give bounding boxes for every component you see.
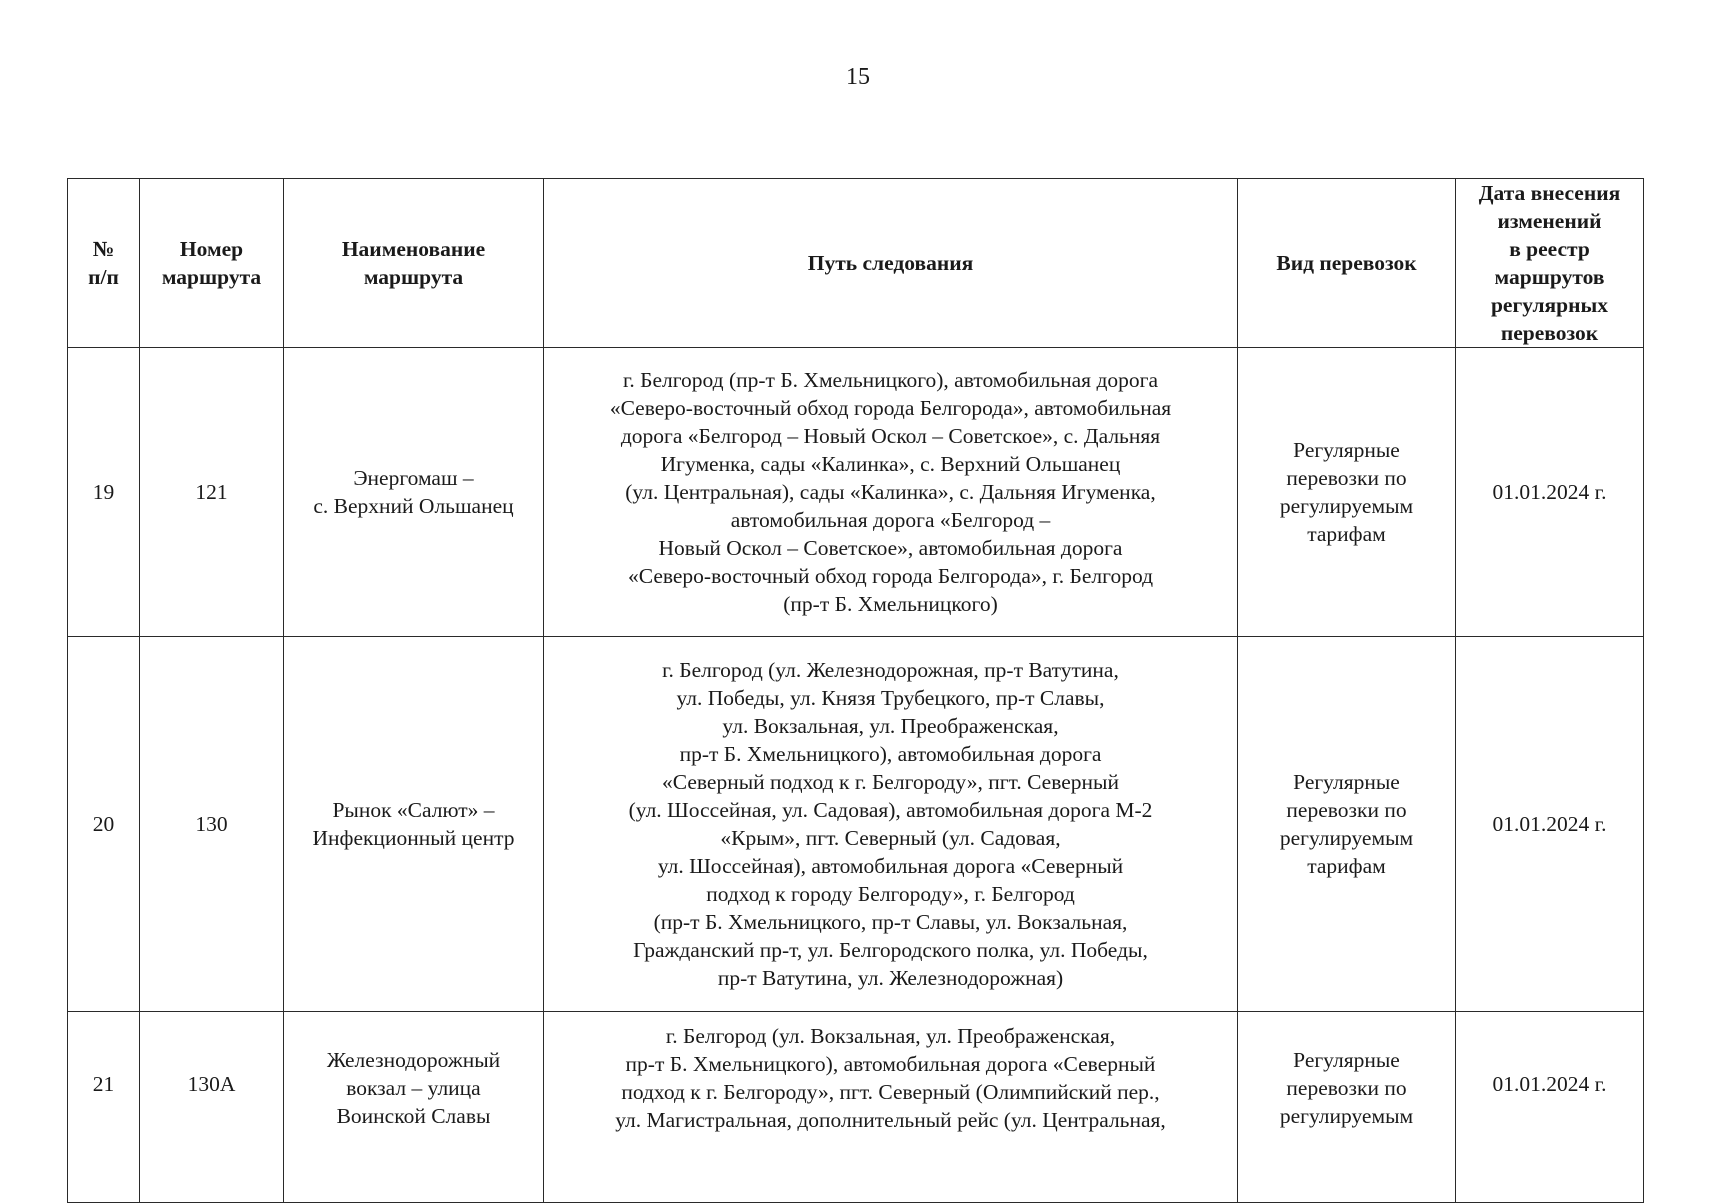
cell-path: г. Белгород (ул. Железнодорожная, пр-т Ватутина, ул. Победы, ул. Князя Трубецкого, пр-т Славы, ул. Вокзальная, ул. Преображенская, пр-т Б. Хмельницкого), автомобильная дорога «Северный подход к г. Белгороду», пгт. Северный (ул. Шоссейная, ул. Садовая), автомобильная дорога М-2 «Крым», пгт. Северный (ул. Садовая, ул. Шоссейная), автомобильная дорога «Северный подход к городу Белгороду», г. Белгород (пр-т Б. Хмельницкого, пр-т Славы, ул. Вокзальная, Гражданский пр-т, ул. Белгородского полка, ул. Победы, пр-т Ватутина, ул. Железнодорожная) [544,637,1238,1012]
header-route-name: Наименование маршрута [284,179,544,348]
cell-change-date: 01.01.2024 г. [1456,1012,1644,1203]
cell-route-number: 130 [140,637,284,1012]
cell-route-number: 130А [140,1012,284,1203]
cell-transport-type: Регулярные перевозки по регулируемым тарифам [1238,348,1456,637]
cell-route-name: Рынок «Салют» – Инфекционный центр [284,637,544,1012]
cell-num: 20 [68,637,140,1012]
page-number: 15 [846,64,870,90]
table-header-row [68,179,1644,348]
header-change-date: Дата внесения изменений в реестр маршрутов регулярных перевозок [1456,179,1644,348]
cell-route-number: 121 [140,348,284,637]
cell-route-name: Энергомаш – с. Верхний Ольшанец [284,348,544,637]
table-row [68,348,1644,637]
routes-table [67,178,1644,1203]
cell-path: г. Белгород (ул. Вокзальная, ул. Преображенская, пр-т Б. Хмельницкого), автомобильная дорога «Северный подход к г. Белгороду», пгт. Северный (Олимпийский пер., ул. Магистральная, дополнительный рейс (ул. Центральная, [544,1012,1238,1203]
header-num: № п/п [68,179,140,348]
cell-num: 21 [68,1012,140,1203]
header-route-number: Номер маршрута [140,179,284,348]
cell-change-date: 01.01.2024 г. [1456,637,1644,1012]
cell-num: 19 [68,348,140,637]
cell-path: г. Белгород (пр-т Б. Хмельницкого), автомобильная дорога «Северо-восточный обход города Белгорода», автомобильная дорога «Белгород – Новый Оскол – Советское», с. Дальняя Игуменка, сады «Калинка», с. Верхний Ольшанец (ул. Центральная), сады «Калинка», с. Дальняя Игуменка, автомобильная дорога «Белгород – Новый Оскол – Советское», автомобильная дорога «Северо-восточный обход города Белгорода», г. Белгород (пр-т Б. Хмельницкого) [544,348,1238,637]
table-row [68,1012,1644,1203]
header-path: Путь следования [544,179,1238,348]
cell-transport-type: Регулярные перевозки по регулируемым [1238,1012,1456,1203]
cell-change-date: 01.01.2024 г. [1456,348,1644,637]
cell-transport-type: Регулярные перевозки по регулируемым тарифам [1238,637,1456,1012]
cell-route-name: Железнодорожный вокзал – улица Воинской Славы [284,1012,544,1203]
header-transport-type: Вид перевозок [1238,179,1456,348]
table-row [68,637,1644,1012]
